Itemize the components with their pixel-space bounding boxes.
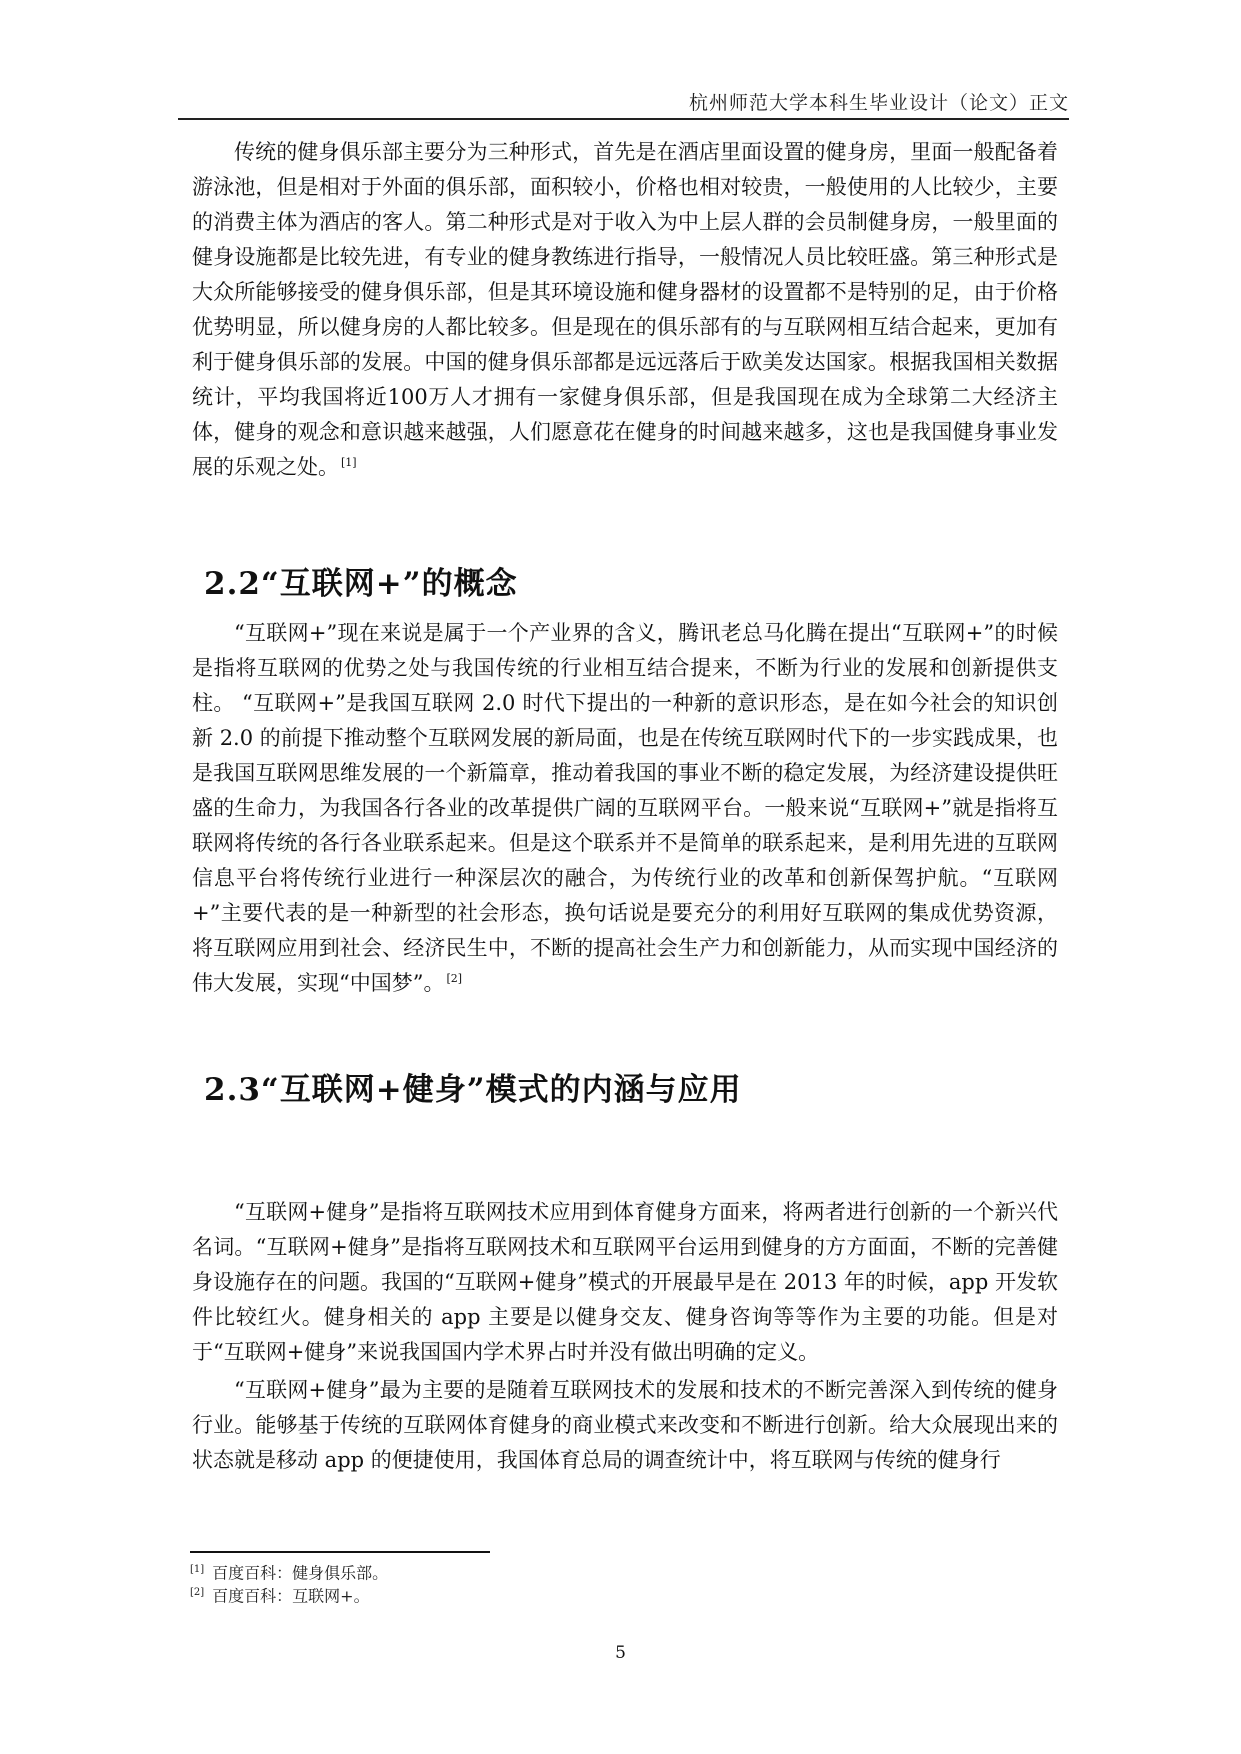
page-header [178,88,1069,120]
intro-paragraph [192,135,1058,485]
footnote-2 [190,1583,370,1606]
footnote-ref-1[interactable]: [1] [341,456,357,469]
page-number: 5 [615,1643,626,1663]
footnote-ref-2[interactable]: [2] [446,972,463,985]
footnote-2-marker: [2] [190,1587,205,1598]
footnote-1 [190,1560,388,1583]
section-2-2-paragraph [192,616,1058,1001]
intro-paragraph-text: 传统的健身俱乐部主要分为三种形式，首先是在酒店里面设置的健身房，里面一般配备着游泳池，但是相对于外面的俱乐部，面积较小，价格也相对较贵，一般使用的人比较少，主要的消费主体为酒店的客人。第二种形式是对于收入为中上层人群的会员制健身房，一般里面的健身设施都是比较先进，有专业的健身教练进行指导，一般情况人员比较旺盛。第三种形式是大众所能够接受的健身俱乐部，但是其环境设施和健身器材的设置都不是特别的足，由于价格优势明显，所以健身房的人都比较多。但是现在的俱乐部有的与互联网相互结合起来，更加有利于健身俱乐部的发展。中国的健身俱乐部都是远远落后于欧美发达国家。根据我国相关数据统计，平均我国将近100万人才拥有一家健身俱乐部，但是我国现在成为全球第二大经济主体，健身的观念和意识越来越强，人们愿意花在健身的时间越来越多，这也是我国健身事业发展的乐观之处。 [192,140,1058,479]
header-title: 杭州师范大学本科生毕业设计（论文）正文 [688,92,1069,114]
section-2-3-paragraph-1: “互联网+健身”是指将互联网技术应用到体育健身方面来，将两者进行创新的一个新兴代名词。“互联网+健身”是指将互联网技术和互联网平台运用到健身的方方面面，不断的完善健身设施存在的问题。我国的“互联网+健身”模式的开展最早是在 2013 年的时候，app 开发软件比较红火。健身相关的 app 主要是以健身交友、健身咨询等等作为主要的功能。但是对于“互联网+健身”来说我国国内学术界占时并没有做出明确的定义。 [192,1200,1058,1364]
section-heading-2-2: 2.2“互联网+”的概念 [204,566,518,602]
footnote-1-marker: [1] [190,1564,205,1575]
footnote-divider [190,1551,490,1553]
footnote-1-text: 百度百科：健身俱乐部。 [212,1563,389,1583]
footnote-2-text: 百度百科：互联网+。 [212,1586,370,1606]
section-2-2-paragraph-text: “互联网+”现在来说是属于一个产业界的含义，腾讯老总马化腾在提出“互联网+”的时候是指将互联网的优势之处与我国传统的行业相互结合提来，不断为行业的发展和创新提供支柱。 “互联网+”是我国互联网 2.0 时代下提出的一种新的意识形态，是在如今社会的知识创新 2.0 的前提下推动整个互联网发展的新局面，也是在传统互联网时代下的一步实践成果，也是我国互联网思维发展的一个新篇章，推动着我国的事业不断的稳定发展，为经济建设提供旺盛的生命力，为我国各行各业的改革提供广阔的互联网平台。一般来说“互联网+”就是指将互联网将传统的各行各业联系起来。但是这个联系并不是简单的联系起来，是利用先进的互联网信息平台将传统行业进行一种深层次的融合，为传统行业的改革和创新保驾护航。“互联网+”主要代表的是一种新型的社会形态，换句话说是要充分的利用好互联网的集成优势资源，将互联网应用到社会、经济民生中，不断的提高社会生产力和创新能力，从而实现中国经济的伟大发展，实现“中国梦”。 [192,621,1058,995]
section-heading-2-3: 2.3“互联网+健身”模式的内涵与应用 [204,1072,742,1108]
section-2-3-paragraph-2: “互联网+健身”最为主要的是随着互联网技术的发展和技术的不断完善深入到传统的健身行业。能够基于传统的互联网体育健身的商业模式来改变和不断进行创新。给大众展现出来的状态就是移动 app 的便捷使用，我国体育总局的调查统计中，将互联网与传统的健身行 [192,1378,1058,1472]
